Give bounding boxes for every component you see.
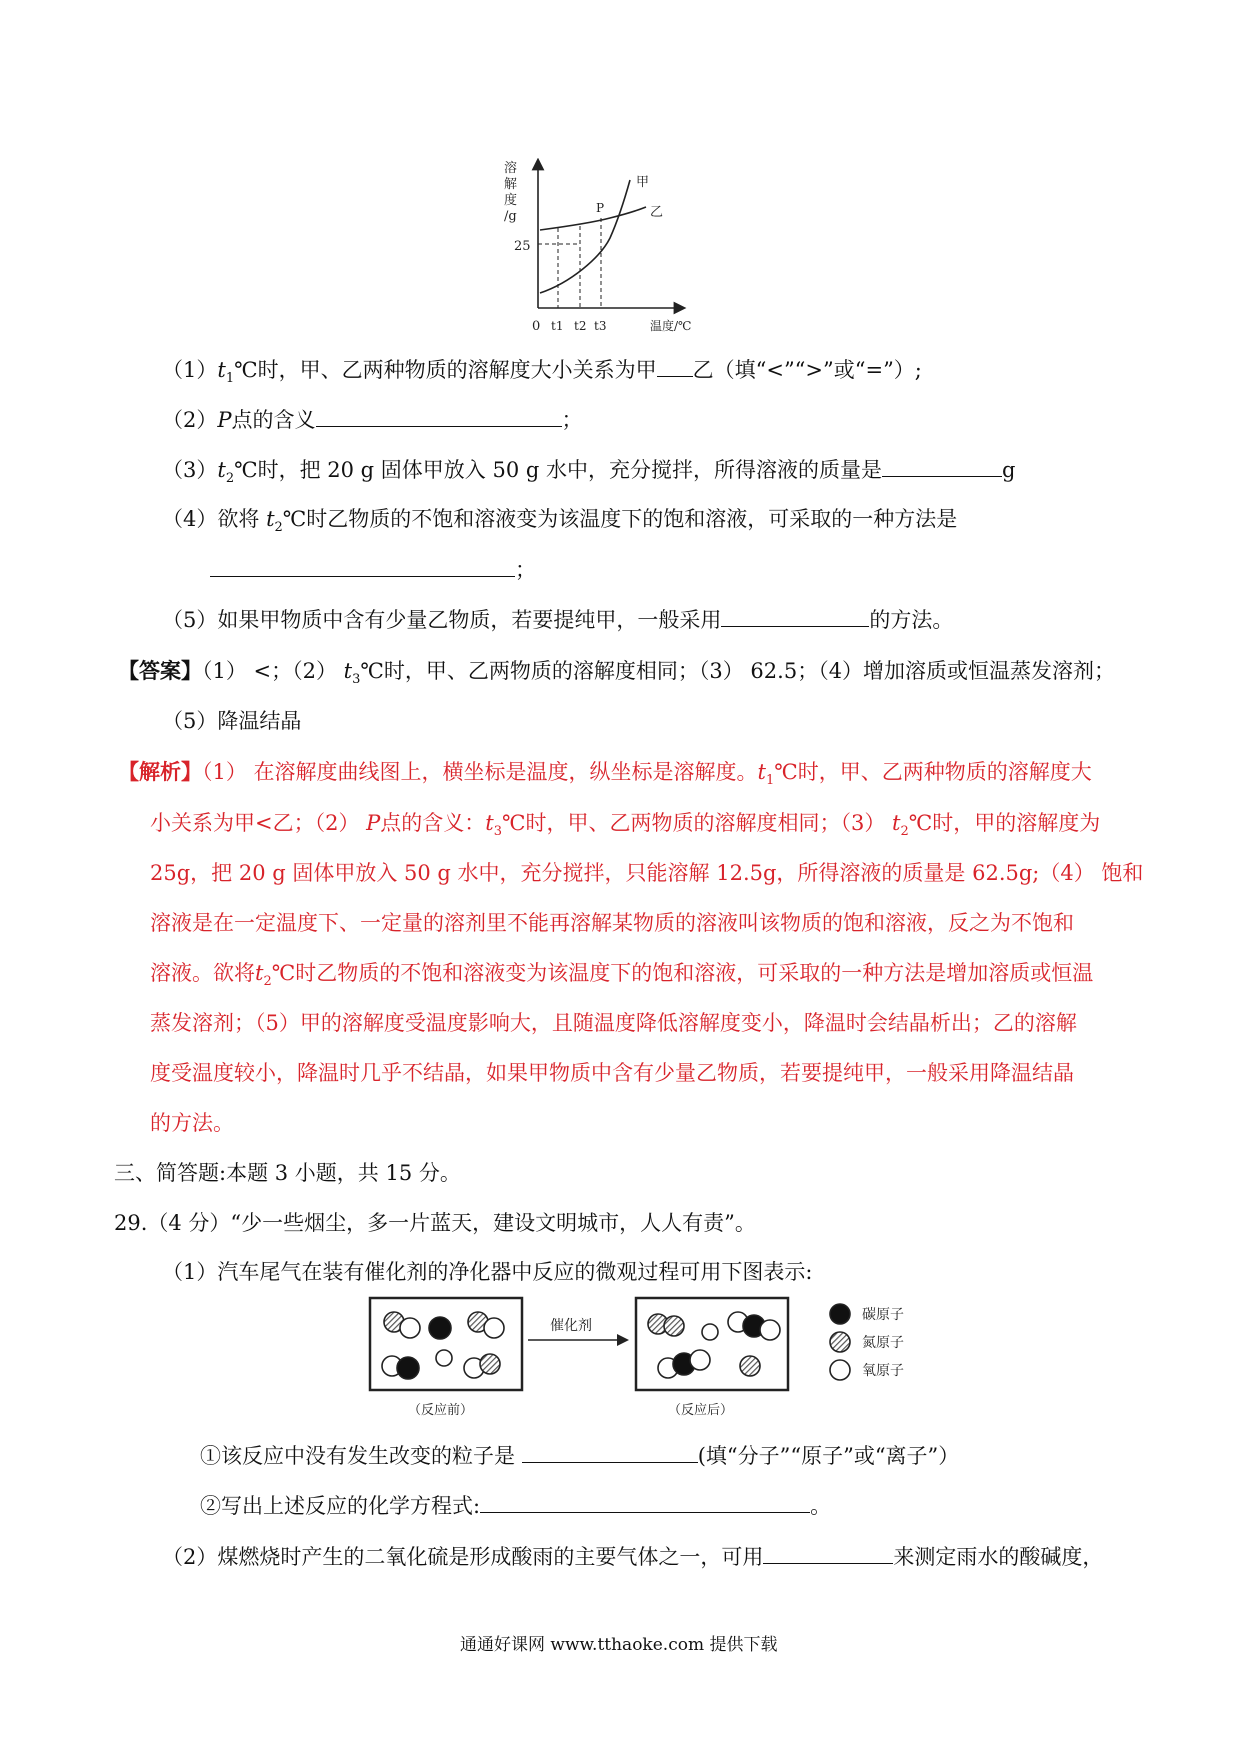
svg-text:度: 度 — [504, 193, 518, 208]
svg-text:氮原子: 氮原子 — [862, 1335, 904, 1351]
point-p-label: P — [596, 201, 605, 215]
question-4-blank-line: ； — [210, 554, 536, 585]
analysis-line-8: 的方法。 — [150, 1111, 234, 1135]
series-jia-label: 甲 — [636, 175, 650, 190]
after-label: （反应后） — [668, 1403, 734, 1418]
answer-blank-29-3[interactable] — [763, 1541, 893, 1564]
question-4: （4）欲将 $t_2℃$时乙物质的不饱和溶液变为该温度下的饱和溶液，可采取的一种方法是 — [162, 507, 958, 536]
answer-blank-29-1[interactable] — [522, 1440, 698, 1463]
catalyst-label: 催化剂 — [550, 1318, 592, 1334]
analysis-line-7: 度受温度较小，降温时几乎不结晶，如果甲物质中含有少量乙物质，若要提纯甲，一般采用降温结晶 — [150, 1061, 1074, 1085]
answer-blank-3[interactable] — [882, 454, 1002, 477]
q29-sub-2: ②写出上述反应的化学方程式: 。 — [200, 1490, 831, 1521]
series-yi-label: 乙 — [650, 205, 664, 220]
after-box — [636, 1298, 788, 1390]
question-2: （2）P点的含义 ； — [162, 404, 583, 435]
x-axis-label: 温度/℃ — [650, 319, 692, 333]
before-molecules — [382, 1312, 504, 1379]
q29-sub-1: ①该反应中没有发生改变的粒子是 (填“分子”“原子”或“离子”） — [200, 1440, 959, 1471]
q29-part-2: （2）煤燃烧时产生的二氧化硫是形成酸雨的主要气体之一，可用 来测定雨水的酸碱度， — [162, 1541, 1103, 1572]
svg-text:碳原子: 碳原子 — [862, 1307, 904, 1323]
analysis-line-6: 蒸发溶剂；（5）甲的溶解度受温度影响大，且随温度降低溶解度变小，降温时会结晶析出；乙的溶解 — [150, 1011, 1077, 1035]
tick-y-25: 25 — [514, 239, 531, 254]
answer-label: 【答案】 — [118, 658, 202, 683]
analysis-line-5: 溶液。欲将$t_2℃$时乙物质的不饱和溶液变为该温度下的饱和溶液，可采取的一种方法是增加溶质或恒温 — [150, 961, 1094, 990]
analysis-line-3: 25g，把 20 g 固体甲放入 50 g 水中，充分搅拌，只能溶解 12.5g，所得溶液的质量是 62.5g;（4） 饱和 — [150, 861, 1144, 885]
question-3: $(3)t_2℃$时，把 20 g 固体甲放入 50 g 水中，充分搅拌，所得溶液的质量是 g — [162, 454, 1015, 494]
tick-t3: t3 — [594, 319, 607, 333]
answer-blank-5[interactable] — [721, 604, 869, 627]
q29-part-1: （1）汽车尾气在装有催化剂的净化器中反应的微观过程可用下图表示: — [162, 1260, 813, 1284]
tick-t1: t1 — [551, 319, 564, 333]
reaction-diagram — [368, 1292, 928, 1422]
tick-t2: t2 — [574, 319, 587, 333]
answer-blank-1[interactable] — [657, 354, 693, 377]
question-1: $(1)t_1℃$时，甲、乙两种物质的溶解度大小关系为甲 乙（填“<”“>”或“=”）; — [162, 354, 922, 394]
analysis-label: 【解析】 — [118, 759, 202, 784]
answer-blank-4[interactable] — [210, 554, 515, 577]
origin-label: 0 — [532, 319, 541, 334]
curve-jia — [540, 180, 630, 293]
svg-text:解: 解 — [504, 177, 518, 192]
q29-title: 29.（4 分）“少一些烟尘，多一片蓝天，建设文明城市，人人有责”。 — [114, 1211, 756, 1235]
svg-text:/g: /g — [504, 209, 517, 224]
y-axis-label — [504, 160, 517, 224]
analysis-line-4: 溶液是在一定温度下、一定量的溶剂里不能再溶解某物质的溶液叫该物质的饱和溶液，反之为不饱和 — [150, 911, 1074, 935]
diagram-legend — [830, 1304, 904, 1380]
question-5: （5）如果甲物质中含有少量乙物质，若要提纯甲，一般采用 的方法。 — [162, 604, 953, 635]
curve-yi — [540, 207, 646, 230]
svg-text:溶: 溶 — [504, 161, 518, 176]
page-footer: 通通好课网 www.tthaoke.com 提供下载 — [460, 1635, 778, 1655]
answer-blank-29-2[interactable] — [480, 1490, 810, 1513]
analysis-line-2: 小关系为甲<乙；（2） P点的含义：$t_3℃$时，甲、乙两物质的溶解度相同；（3） $t_2℃$时，甲的溶解度为 — [150, 811, 1101, 840]
before-label: （反应前） — [408, 1403, 474, 1418]
section-3-heading: 三、简答题:本题 3 小题，共 15 分。 — [114, 1161, 461, 1185]
svg-text:氧原子: 氧原子 — [862, 1363, 904, 1379]
answer-blank-2[interactable] — [316, 404, 562, 427]
after-molecules — [648, 1312, 780, 1378]
answer-line-2: （5）降温结晶 — [162, 709, 302, 733]
solubility-chart — [500, 158, 720, 343]
answer-line-1: 【答案】（1） <；（2） $t_3℃$时，甲、乙两物质的溶解度相同；（3） 62.5；（4）增加溶质或恒温蒸发溶剂； — [118, 658, 1116, 688]
analysis-line-1: 【解析】（1） 在溶解度曲线图上，横坐标是温度，纵坐标是溶解度。$t_1℃$时，甲、乙两种物质的溶解度大 — [118, 759, 1092, 789]
